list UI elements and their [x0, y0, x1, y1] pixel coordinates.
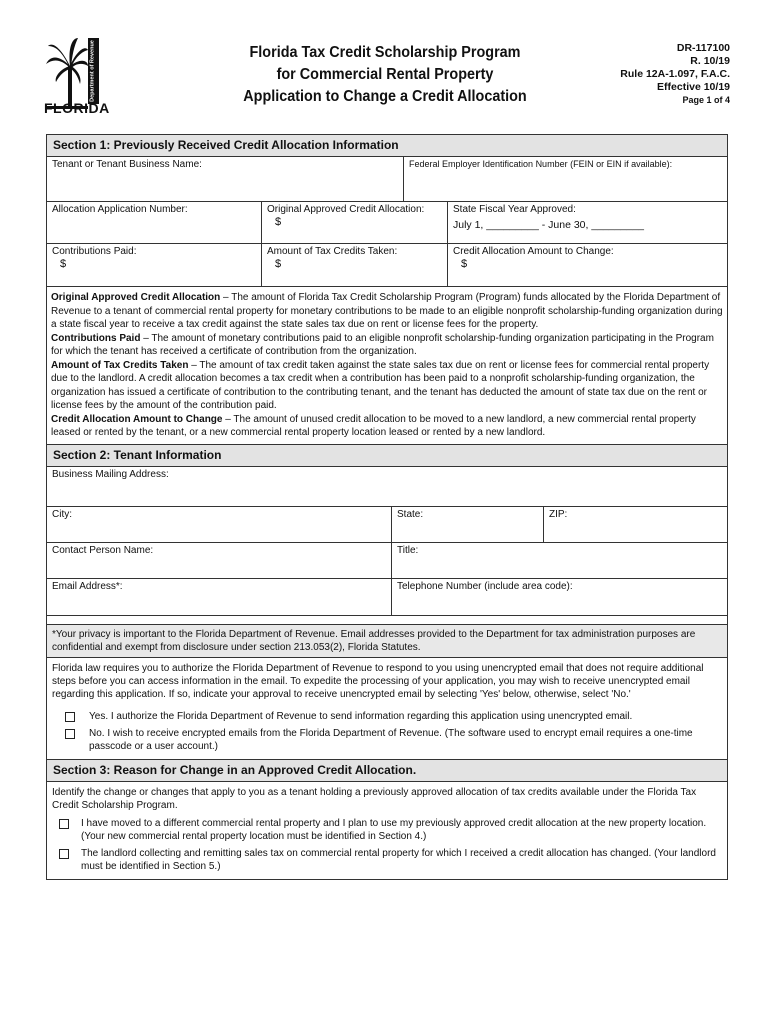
fein-field[interactable]: [403, 157, 727, 201]
change-amount-value: $: [461, 258, 468, 270]
title-field[interactable]: [391, 543, 727, 578]
email-option-yes[interactable]: [47, 708, 727, 725]
city-label: City:: [52, 508, 72, 520]
mailing-address-field[interactable]: [47, 467, 727, 507]
form-effective: Effective 10/19: [657, 81, 730, 93]
allocation-number-field[interactable]: [47, 202, 261, 243]
definition-original-allocation: Original Approved Credit Allocation – The amount of Florida Tax Credit Scholarship Program (Program) funds allocated by the Florida Department of Revenue to a tenant of commercial rental property for monetary contributions to be made to an eligible nonprofit scholarship-funding organization during a state fiscal year to receive a tax credit against the state sales tax due on rent or license fees for the property.: [51, 292, 723, 330]
no-label: No. I wish to receive encrypted emails from the Florida Department of Revenue. (The software used to encrypt email requires a one-time passcode or a user account.): [89, 727, 693, 752]
form-number: DR-117100: [676, 42, 730, 54]
change-amount-label: Credit Allocation Amount to Change:: [453, 246, 614, 257]
fiscal-year-field[interactable]: [447, 202, 727, 243]
state-label: State:: [397, 508, 424, 520]
email-field[interactable]: [47, 579, 391, 615]
form-title: [201, 42, 570, 108]
city-field[interactable]: [47, 507, 391, 542]
phone-label: Telephone Number (include area code):: [397, 580, 573, 592]
title-line-1: Florida Tax Credit Scholarship Program: [249, 44, 521, 61]
fiscal-year-label: State Fiscal Year Approved:: [453, 204, 576, 215]
landlord-checkbox[interactable]: [59, 849, 69, 859]
section3-intro: Identify the change or changes that apply to you as a tenant holding a previously approved allocation of tax credits available under the Florida Tax Credit Scholarship Program.: [52, 786, 697, 811]
definition-contributions-paid: Contributions Paid – The amount of monetary contributions paid to an eligible nonprofit scholarship-funding organization participating in the Program for which the tenant has received a certificate of contribution from the organization.: [51, 332, 714, 357]
contact-title-row: [47, 543, 727, 579]
section1-heading: Section 1: Previously Received Credit Allocation Information: [47, 135, 727, 157]
credits-taken-label: Amount of Tax Credits Taken:: [267, 246, 398, 257]
mailing-address-label: Business Mailing Address:: [52, 468, 169, 480]
fiscal-year-value: July 1, _________ - June 30, _________: [453, 219, 644, 231]
form-rule: Rule 12A-1.097, F.A.C.: [620, 68, 730, 80]
allocation-number-label: Allocation Application Number:: [52, 204, 188, 215]
credits-taken-field[interactable]: [261, 244, 447, 286]
page-number: Page 1 of 4: [682, 95, 730, 105]
yes-label: Yes. I authorize the Florida Department of Revenue to send information regarding this application using unencrypted email.: [89, 710, 633, 722]
logo-vertical-text: Department of Revenue: [89, 40, 96, 102]
section1-row-1: [47, 157, 727, 202]
form-frame: [46, 134, 728, 880]
credits-taken-value: $: [275, 258, 282, 270]
zip-label: ZIP:: [549, 508, 568, 520]
email-phone-row: [47, 579, 727, 616]
contact-name-field[interactable]: [47, 543, 391, 578]
section2-heading: Section 2: Tenant Information: [47, 445, 727, 467]
change-amount-field[interactable]: [447, 244, 727, 286]
contributions-field[interactable]: [47, 244, 261, 286]
city-state-zip-row: [47, 507, 727, 543]
section1-row-3: [47, 244, 727, 287]
title-line-3: Application to Change a Credit Allocation: [243, 88, 527, 105]
original-allocation-value: $: [275, 216, 282, 228]
form-revision: R. 10/19: [690, 55, 730, 67]
section1-definitions: [47, 287, 727, 445]
tenant-name-label: Tenant or Tenant Business Name:: [52, 159, 202, 170]
title-line-2: for Commercial Rental Property: [276, 66, 494, 83]
title-label: Title:: [397, 544, 419, 556]
email-option-no[interactable]: [47, 725, 727, 759]
phone-field[interactable]: [391, 579, 727, 615]
landlord-label: The landlord collecting and remitting sales tax on commercial rental property for which I received a credit allocation has changed. (Your landlord must be identified in Section 5.): [81, 847, 716, 872]
moved-checkbox[interactable]: [59, 819, 69, 829]
email-label: Email Address*:: [52, 580, 123, 592]
section3-heading: Section 3: Reason for Change in an Approved Credit Allocation.: [47, 759, 727, 782]
fein-label: Federal Employer Identification Number (FEIN or EIN if available):: [409, 159, 673, 169]
yes-checkbox[interactable]: [65, 712, 75, 722]
original-allocation-label: Original Approved Credit Allocation:: [267, 204, 425, 215]
reason-option-moved[interactable]: [47, 815, 727, 845]
state-field[interactable]: [391, 507, 543, 542]
moved-label: I have moved to a different commercial rental property and I plan to use my previously approved credit allocation at the new property location. (Your new commercial rental property location must be identified in Section 4.): [81, 817, 707, 842]
mailing-address-cell: [47, 467, 727, 506]
email-consent-intro: Florida law requires you to authorize the Florida Department of Revenue to respond to you using unencrypted email that does not require additional steps before you can access information in the email. To expedite the processing of your application, you may wish to receive unencrypted email regarding this application. If so, indicate your approval to receive unencrypted email by selecting 'Yes' below, otherwise, select 'No.': [52, 662, 704, 700]
contact-name-label: Contact Person Name:: [52, 544, 154, 556]
contributions-value: $: [60, 258, 67, 270]
form-identifier: [620, 42, 730, 107]
contributions-label: Contributions Paid:: [52, 246, 137, 257]
logo-florida-text: FLORIDA: [44, 100, 110, 116]
zip-field[interactable]: [543, 507, 727, 542]
no-checkbox[interactable]: [65, 729, 75, 739]
section1-row-2: [47, 202, 727, 244]
tenant-name-field[interactable]: [47, 157, 403, 201]
definition-credits-taken: Amount of Tax Credits Taken – The amount of tax credit taken against the state sales tax due on rent or license fees for commercial rental property due to the landlord. A credit allocation becomes a tax credit when a contribution has been paid to a nonprofit scholarship-funding organization, the organization has issued a certificate of contribution to the contributing tenant, and the tenant has deducted the amount of state tax due on the rent or license fees by the amount of the contribution paid.: [51, 359, 710, 411]
privacy-note: *Your privacy is important to the Florida Department of Revenue. Email addresses provided to the Department for tax administration purposes are confidential and exempt from disclosure under section 213.053(2), Florida Statutes.: [47, 624, 727, 658]
original-allocation-field[interactable]: [261, 202, 447, 243]
definition-change-amount: Credit Allocation Amount to Change – The amount of unused credit allocation to be moved to a new landlord, a new commercial rental property leased or rented by the tenant, or a new commercial rental property location leased or rented by a new landlord.: [51, 413, 696, 438]
reason-option-landlord[interactable]: [47, 845, 727, 879]
